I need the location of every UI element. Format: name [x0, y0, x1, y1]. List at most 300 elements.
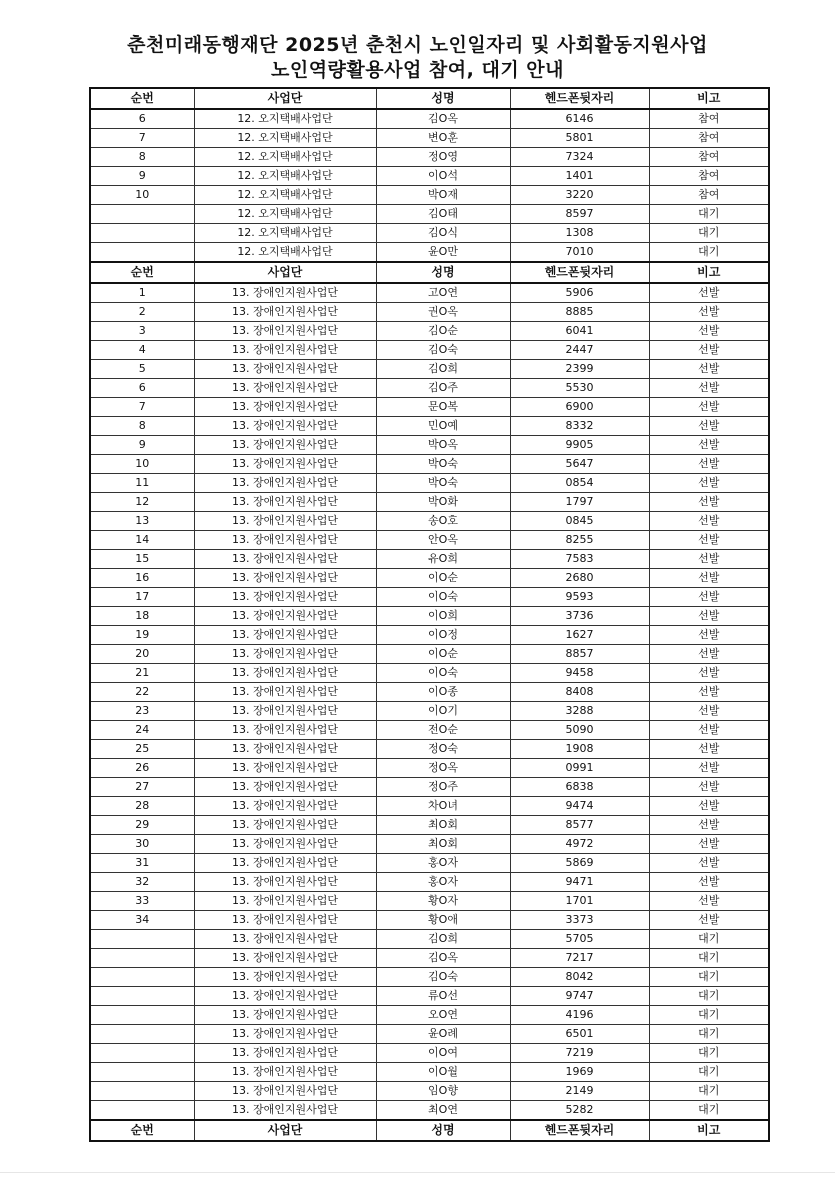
project-cell: 13. 장애인지원사업단: [194, 398, 376, 417]
seq-cell: [90, 1044, 194, 1063]
table-row: [90, 569, 769, 588]
phone-digits-cell: 1969: [510, 1063, 649, 1082]
table-row: [90, 341, 769, 360]
column-header-seq: 순번: [90, 88, 194, 109]
document-subtitle: 노인역량활용사업 참여, 대기 안내: [270, 59, 565, 81]
table-row: [90, 778, 769, 797]
project-cell: 13. 장애인지원사업단: [194, 379, 376, 398]
seq-cell: 27: [90, 778, 194, 797]
seq-cell: 20: [90, 645, 194, 664]
remark-cell: 선발: [649, 569, 769, 588]
phone-digits-cell: 9593: [510, 588, 649, 607]
project-cell: 13. 장애인지원사업단: [194, 759, 376, 778]
remark-cell: 선발: [649, 531, 769, 550]
phone-digits-cell: 1797: [510, 493, 649, 512]
column-header-remark: 비고: [649, 1120, 769, 1141]
name-cell: 정O주: [376, 778, 510, 797]
project-cell: 13. 장애인지원사업단: [194, 360, 376, 379]
column-header-name: 성명: [376, 1120, 510, 1141]
table-row: [90, 322, 769, 341]
remark-cell: 선발: [649, 455, 769, 474]
table-row: [90, 911, 769, 930]
name-cell: 이O순: [376, 645, 510, 664]
project-cell: 12. 오지택배사업단: [194, 224, 376, 243]
project-cell: 13. 장애인지원사업단: [194, 1082, 376, 1101]
column-header-name: 성명: [376, 262, 510, 283]
table-row: [90, 283, 769, 303]
name-cell: 김O희: [376, 360, 510, 379]
phone-digits-cell: 9747: [510, 987, 649, 1006]
seq-cell: 24: [90, 721, 194, 740]
seq-cell: 17: [90, 588, 194, 607]
name-cell: 임O향: [376, 1082, 510, 1101]
seq-cell: 9: [90, 436, 194, 455]
seq-cell: 22: [90, 683, 194, 702]
remark-cell: 선발: [649, 493, 769, 512]
name-cell: 김O식: [376, 224, 510, 243]
name-cell: 황O애: [376, 911, 510, 930]
seq-cell: [90, 1101, 194, 1121]
project-cell: 12. 오지택배사업단: [194, 167, 376, 186]
phone-digits-cell: 8042: [510, 968, 649, 987]
name-cell: 이O석: [376, 167, 510, 186]
name-cell: 이O희: [376, 607, 510, 626]
seq-cell: 7: [90, 398, 194, 417]
project-cell: 13. 장애인지원사업단: [194, 1044, 376, 1063]
project-cell: 13. 장애인지원사업단: [194, 341, 376, 360]
table-row: [90, 109, 769, 129]
name-cell: 안O옥: [376, 531, 510, 550]
phone-digits-cell: 3736: [510, 607, 649, 626]
phone-digits-cell: 9458: [510, 664, 649, 683]
seq-cell: [90, 930, 194, 949]
project-cell: 13. 장애인지원사업단: [194, 930, 376, 949]
name-cell: 박O재: [376, 186, 510, 205]
remark-cell: 선발: [649, 759, 769, 778]
phone-digits-cell: 7583: [510, 550, 649, 569]
name-cell: 이O종: [376, 683, 510, 702]
table-row: [90, 455, 769, 474]
table-row: [90, 129, 769, 148]
table-row: [90, 930, 769, 949]
phone-digits-cell: 0854: [510, 474, 649, 493]
phone-digits-cell: 7219: [510, 1044, 649, 1063]
project-cell: 12. 오지택배사업단: [194, 148, 376, 167]
name-cell: 권O옥: [376, 303, 510, 322]
project-cell: 13. 장애인지원사업단: [194, 474, 376, 493]
table-row: [90, 987, 769, 1006]
project-cell: 13. 장애인지원사업단: [194, 512, 376, 531]
seq-cell: [90, 968, 194, 987]
table-row: [90, 360, 769, 379]
name-cell: 이O월: [376, 1063, 510, 1082]
column-header-phone-digits: 헨드폰뒷자리: [510, 262, 649, 283]
project-cell: 13. 장애인지원사업단: [194, 949, 376, 968]
table-row: [90, 167, 769, 186]
remark-cell: 참여: [649, 109, 769, 129]
name-cell: 고O연: [376, 283, 510, 303]
name-cell: 박O숙: [376, 474, 510, 493]
remark-cell: 선발: [649, 550, 769, 569]
phone-digits-cell: 1401: [510, 167, 649, 186]
remark-cell: 대기: [649, 1082, 769, 1101]
phone-digits-cell: 0845: [510, 512, 649, 531]
remark-cell: 참여: [649, 129, 769, 148]
name-cell: 김O태: [376, 205, 510, 224]
project-cell: 13. 장애인지원사업단: [194, 283, 376, 303]
table-row: [90, 873, 769, 892]
table-row: [90, 626, 769, 645]
phone-digits-cell: 6838: [510, 778, 649, 797]
table-row: [90, 243, 769, 263]
project-cell: 13. 장애인지원사업단: [194, 436, 376, 455]
seq-cell: 28: [90, 797, 194, 816]
name-cell: 윤O례: [376, 1025, 510, 1044]
name-cell: 최O회: [376, 835, 510, 854]
seq-cell: 7: [90, 129, 194, 148]
remark-cell: 선발: [649, 607, 769, 626]
seq-cell: 15: [90, 550, 194, 569]
seq-cell: [90, 243, 194, 263]
phone-digits-cell: 4972: [510, 835, 649, 854]
name-cell: 이O숙: [376, 664, 510, 683]
seq-cell: 8: [90, 417, 194, 436]
project-cell: 13. 장애인지원사업단: [194, 588, 376, 607]
phone-digits-cell: 6900: [510, 398, 649, 417]
name-cell: 이O숙: [376, 588, 510, 607]
project-cell: 13. 장애인지원사업단: [194, 702, 376, 721]
table-row: [90, 531, 769, 550]
project-cell: 13. 장애인지원사업단: [194, 417, 376, 436]
project-cell: 13. 장애인지원사업단: [194, 835, 376, 854]
name-cell: 최O연: [376, 1101, 510, 1121]
remark-cell: 선발: [649, 341, 769, 360]
table-row: [90, 968, 769, 987]
phone-digits-cell: 8332: [510, 417, 649, 436]
table-row: [90, 854, 769, 873]
remark-cell: 선발: [649, 417, 769, 436]
remark-cell: 참여: [649, 167, 769, 186]
project-cell: 13. 장애인지원사업단: [194, 873, 376, 892]
column-header-project: 사업단: [194, 88, 376, 109]
phone-digits-cell: 9474: [510, 797, 649, 816]
column-header-phone-digits: 헨드폰뒷자리: [510, 88, 649, 109]
remark-cell: 대기: [649, 1025, 769, 1044]
remark-cell: 선발: [649, 626, 769, 645]
name-cell: 윤O만: [376, 243, 510, 263]
column-header-project: 사업단: [194, 262, 376, 283]
table-row: [90, 1025, 769, 1044]
project-cell: 13. 장애인지원사업단: [194, 1025, 376, 1044]
remark-cell: 참여: [649, 186, 769, 205]
seq-cell: 11: [90, 474, 194, 493]
table-row: [90, 588, 769, 607]
name-cell: 정O숙: [376, 740, 510, 759]
remark-cell: 선발: [649, 721, 769, 740]
project-cell: 13. 장애인지원사업단: [194, 607, 376, 626]
phone-digits-cell: 5705: [510, 930, 649, 949]
remark-cell: 참여: [649, 148, 769, 167]
project-cell: 13. 장애인지원사업단: [194, 683, 376, 702]
table-row: [90, 664, 769, 683]
remark-cell: 대기: [649, 243, 769, 263]
table-row: [90, 436, 769, 455]
project-cell: 13. 장애인지원사업단: [194, 968, 376, 987]
seq-cell: 30: [90, 835, 194, 854]
column-header-name: 성명: [376, 88, 510, 109]
table-row: [90, 186, 769, 205]
phone-digits-cell: 5801: [510, 129, 649, 148]
phone-digits-cell: 8408: [510, 683, 649, 702]
name-cell: 문O복: [376, 398, 510, 417]
project-cell: 13. 장애인지원사업단: [194, 626, 376, 645]
name-cell: 김O숙: [376, 341, 510, 360]
seq-cell: 33: [90, 892, 194, 911]
phone-digits-cell: 5282: [510, 1101, 649, 1121]
table-row: [90, 607, 769, 626]
project-cell: 13. 장애인지원사업단: [194, 892, 376, 911]
remark-cell: 대기: [649, 1006, 769, 1025]
phone-digits-cell: 7010: [510, 243, 649, 263]
name-cell: 류O선: [376, 987, 510, 1006]
table-row: [90, 759, 769, 778]
table-row: [90, 892, 769, 911]
project-cell: 13. 장애인지원사업단: [194, 303, 376, 322]
seq-cell: 34: [90, 911, 194, 930]
remark-cell: 선발: [649, 740, 769, 759]
seq-cell: 26: [90, 759, 194, 778]
project-cell: 13. 장애인지원사업단: [194, 569, 376, 588]
project-cell: 13. 장애인지원사업단: [194, 322, 376, 341]
name-cell: 김O희: [376, 930, 510, 949]
remark-cell: 선발: [649, 797, 769, 816]
seq-cell: 14: [90, 531, 194, 550]
seq-cell: [90, 1082, 194, 1101]
phone-digits-cell: 9471: [510, 873, 649, 892]
table-row: [90, 379, 769, 398]
project-cell: 13. 장애인지원사업단: [194, 493, 376, 512]
name-cell: 김O옥: [376, 109, 510, 129]
table-row: [90, 797, 769, 816]
table-row: [90, 398, 769, 417]
page-edge-divider: [0, 1172, 835, 1173]
seq-cell: 12: [90, 493, 194, 512]
name-cell: 차O녀: [376, 797, 510, 816]
remark-cell: 대기: [649, 1044, 769, 1063]
seq-cell: [90, 1006, 194, 1025]
remark-cell: 선발: [649, 664, 769, 683]
phone-digits-cell: 9905: [510, 436, 649, 455]
seq-cell: [90, 987, 194, 1006]
project-cell: 13. 장애인지원사업단: [194, 778, 376, 797]
table-header-row: [90, 1120, 769, 1141]
name-cell: 홍O자: [376, 873, 510, 892]
name-cell: 김O순: [376, 322, 510, 341]
remark-cell: 선발: [649, 816, 769, 835]
name-cell: 황O자: [376, 892, 510, 911]
remark-cell: 대기: [649, 1101, 769, 1121]
project-cell: 13. 장애인지원사업단: [194, 550, 376, 569]
column-header-remark: 비고: [649, 88, 769, 109]
phone-digits-cell: 2447: [510, 341, 649, 360]
remark-cell: 선발: [649, 588, 769, 607]
project-cell: 13. 장애인지원사업단: [194, 911, 376, 930]
table-row: [90, 303, 769, 322]
remark-cell: 선발: [649, 398, 769, 417]
project-cell: 12. 오지택배사업단: [194, 109, 376, 129]
project-cell: 12. 오지택배사업단: [194, 129, 376, 148]
phone-digits-cell: 1627: [510, 626, 649, 645]
remark-cell: 선발: [649, 645, 769, 664]
seq-cell: 29: [90, 816, 194, 835]
seq-cell: 21: [90, 664, 194, 683]
project-cell: 13. 장애인지원사업단: [194, 1063, 376, 1082]
seq-cell: 32: [90, 873, 194, 892]
table-row: [90, 417, 769, 436]
phone-digits-cell: 5647: [510, 455, 649, 474]
table-row: [90, 474, 769, 493]
phone-digits-cell: 8577: [510, 816, 649, 835]
name-cell: 전O순: [376, 721, 510, 740]
table-row: [90, 835, 769, 854]
phone-digits-cell: 7324: [510, 148, 649, 167]
project-cell: 13. 장애인지원사업단: [194, 816, 376, 835]
name-cell: 이O순: [376, 569, 510, 588]
phone-digits-cell: 3288: [510, 702, 649, 721]
phone-digits-cell: 8597: [510, 205, 649, 224]
phone-digits-cell: 2680: [510, 569, 649, 588]
remark-cell: 선발: [649, 474, 769, 493]
seq-cell: 5: [90, 360, 194, 379]
seq-cell: 6: [90, 379, 194, 398]
table-row: [90, 740, 769, 759]
project-cell: 13. 장애인지원사업단: [194, 645, 376, 664]
phone-digits-cell: 6501: [510, 1025, 649, 1044]
project-cell: 12. 오지택배사업단: [194, 243, 376, 263]
remark-cell: 선발: [649, 892, 769, 911]
table-row: [90, 224, 769, 243]
phone-digits-cell: 0991: [510, 759, 649, 778]
name-cell: 김O옥: [376, 949, 510, 968]
name-cell: 김O숙: [376, 968, 510, 987]
project-cell: 13. 장애인지원사업단: [194, 721, 376, 740]
remark-cell: 선발: [649, 283, 769, 303]
phone-digits-cell: 4196: [510, 1006, 649, 1025]
seq-cell: [90, 1063, 194, 1082]
table-row: [90, 1063, 769, 1082]
seq-cell: [90, 224, 194, 243]
project-cell: 13. 장애인지원사업단: [194, 854, 376, 873]
participant-table: [89, 87, 770, 1142]
remark-cell: 선발: [649, 702, 769, 721]
remark-cell: 대기: [649, 968, 769, 987]
seq-cell: 16: [90, 569, 194, 588]
remark-cell: 선발: [649, 835, 769, 854]
column-header-seq: 순번: [90, 262, 194, 283]
seq-cell: 18: [90, 607, 194, 626]
phone-digits-cell: 3373: [510, 911, 649, 930]
name-cell: 민O예: [376, 417, 510, 436]
table-row: [90, 205, 769, 224]
table-row: [90, 645, 769, 664]
name-cell: 이O정: [376, 626, 510, 645]
project-cell: 13. 장애인지원사업단: [194, 1006, 376, 1025]
column-header-remark: 비고: [649, 262, 769, 283]
seq-cell: 10: [90, 186, 194, 205]
remark-cell: 선발: [649, 512, 769, 531]
seq-cell: 1: [90, 283, 194, 303]
phone-digits-cell: 2399: [510, 360, 649, 379]
phone-digits-cell: 5530: [510, 379, 649, 398]
table-row: [90, 512, 769, 531]
name-cell: 김O주: [376, 379, 510, 398]
remark-cell: 선발: [649, 436, 769, 455]
project-cell: 12. 오지택배사업단: [194, 205, 376, 224]
table-row: [90, 721, 769, 740]
table-row: [90, 1082, 769, 1101]
remark-cell: 대기: [649, 224, 769, 243]
remark-cell: 선발: [649, 854, 769, 873]
phone-digits-cell: 6041: [510, 322, 649, 341]
seq-cell: 4: [90, 341, 194, 360]
name-cell: 오O연: [376, 1006, 510, 1025]
remark-cell: 선발: [649, 873, 769, 892]
name-cell: 홍O자: [376, 854, 510, 873]
seq-cell: 6: [90, 109, 194, 129]
phone-digits-cell: 6146: [510, 109, 649, 129]
table-row: [90, 1006, 769, 1025]
seq-cell: 10: [90, 455, 194, 474]
name-cell: 박O화: [376, 493, 510, 512]
phone-digits-cell: 2149: [510, 1082, 649, 1101]
seq-cell: 3: [90, 322, 194, 341]
name-cell: 송O호: [376, 512, 510, 531]
seq-cell: [90, 949, 194, 968]
remark-cell: 선발: [649, 303, 769, 322]
phone-digits-cell: 7217: [510, 949, 649, 968]
remark-cell: 선발: [649, 683, 769, 702]
table-row: [90, 683, 769, 702]
remark-cell: 선발: [649, 360, 769, 379]
remark-cell: 대기: [649, 930, 769, 949]
seq-cell: 31: [90, 854, 194, 873]
seq-cell: 8: [90, 148, 194, 167]
project-cell: 13. 장애인지원사업단: [194, 797, 376, 816]
table-row: [90, 493, 769, 512]
seq-cell: 2: [90, 303, 194, 322]
remark-cell: 대기: [649, 987, 769, 1006]
name-cell: 유O희: [376, 550, 510, 569]
project-cell: 13. 장애인지원사업단: [194, 531, 376, 550]
phone-digits-cell: 5869: [510, 854, 649, 873]
project-cell: 13. 장애인지원사업단: [194, 455, 376, 474]
column-header-project: 사업단: [194, 1120, 376, 1141]
table-header-row: [90, 262, 769, 283]
column-header-seq: 순번: [90, 1120, 194, 1141]
phone-digits-cell: 3220: [510, 186, 649, 205]
seq-cell: 13: [90, 512, 194, 531]
name-cell: 박O옥: [376, 436, 510, 455]
phone-digits-cell: 1908: [510, 740, 649, 759]
name-cell: 이O기: [376, 702, 510, 721]
remark-cell: 대기: [649, 949, 769, 968]
document-title: 춘천미래동행재단 2025년 춘천시 노인일자리 및 사회활동지원사업: [127, 34, 708, 56]
project-cell: 13. 장애인지원사업단: [194, 1101, 376, 1121]
remark-cell: 선발: [649, 379, 769, 398]
seq-cell: 19: [90, 626, 194, 645]
phone-digits-cell: 5906: [510, 283, 649, 303]
phone-digits-cell: 8857: [510, 645, 649, 664]
